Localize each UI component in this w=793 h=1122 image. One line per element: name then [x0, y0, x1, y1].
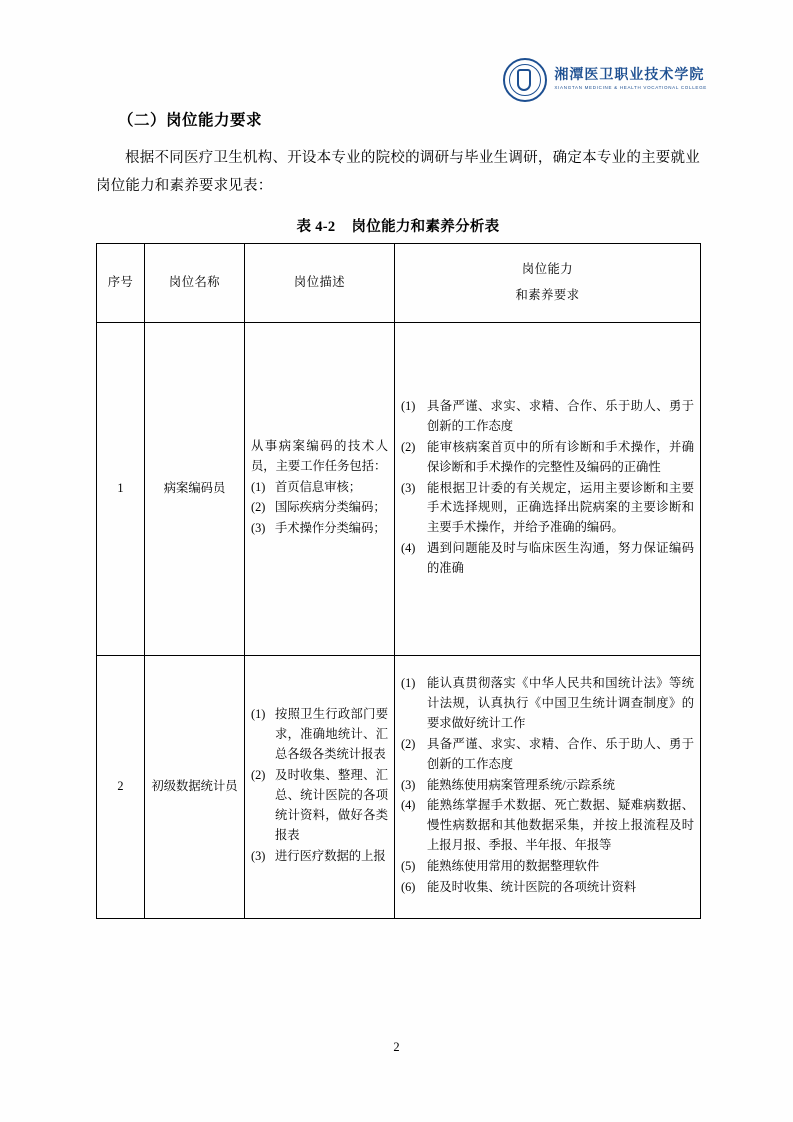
item-text: 能根据卫计委的有关规定，运用主要诊断和主要手术选择规则，正确选择出院病案的主要诊断和主要手术操作，并给予准确的编码。 — [427, 480, 694, 535]
item-marker: (3) — [251, 848, 266, 863]
item-text: 能及时收集、统计医院的各项统计资料 — [427, 880, 637, 895]
list-item — [401, 438, 694, 478]
header-ability-line2: 和素养要求 — [515, 287, 580, 302]
item-text: 能审核病案首页中的所有诊断和手术操作，并确保诊断和手术操作的完整性及编码的正确性 — [427, 439, 694, 474]
item-text: 手术操作分类编码； — [275, 521, 386, 536]
list-item — [401, 539, 694, 579]
item-text: 能熟练掌握手术数据、死亡数据、疑难病数据、慢性病数据和其他数据采集，并按上报流程及时上报月报、季报、半年报、年报等 — [427, 798, 694, 853]
document-content — [96, 108, 700, 919]
list-item — [401, 479, 694, 539]
list-item — [251, 498, 388, 518]
item-marker: (5) — [401, 859, 416, 874]
table-caption-title: 岗位能力和素养分析表 — [351, 218, 500, 235]
item-marker: (3) — [401, 777, 416, 792]
row-job-desc — [245, 655, 395, 918]
page-number: 2 — [393, 1040, 400, 1054]
item-marker: (6) — [401, 880, 416, 895]
row-job-ability — [395, 322, 701, 655]
header-no: 序号 — [97, 243, 145, 322]
row-no: 1 — [97, 322, 145, 655]
list-item — [251, 766, 388, 846]
section-heading: （二）岗位能力要求 — [118, 112, 263, 129]
item-marker: (1) — [401, 676, 416, 691]
item-text: 首页信息审核； — [275, 479, 362, 494]
item-marker: (1) — [251, 707, 266, 722]
item-marker: (4) — [401, 541, 416, 556]
desc-list — [251, 705, 388, 866]
list-item — [401, 857, 694, 877]
header-ability-line1: 岗位能力 — [521, 261, 574, 276]
item-text: 国际疾病分类编码； — [275, 500, 386, 515]
header-ability — [395, 243, 701, 322]
job-ability-table — [96, 243, 701, 919]
list-item — [401, 735, 694, 775]
item-marker: (4) — [401, 798, 416, 813]
item-marker: (2) — [251, 768, 266, 783]
table-header-row — [97, 243, 701, 322]
list-item — [251, 847, 388, 867]
header-name: 岗位名称 — [145, 243, 245, 322]
list-item — [401, 796, 694, 856]
list-item — [251, 519, 388, 539]
row-no: 2 — [97, 655, 145, 918]
college-logo — [503, 58, 707, 102]
item-text: 遇到问题能及时与临床医生沟通，努力保证编码的准确 — [427, 541, 694, 576]
ability-list — [401, 674, 694, 898]
item-marker: (2) — [401, 439, 416, 454]
table-row — [97, 655, 701, 918]
list-item — [401, 674, 694, 734]
row-job-desc — [245, 322, 395, 655]
college-name-en: XIANGTAN MEDICINE & HEALTH VOCATIONAL COLLEGE — [554, 84, 707, 90]
college-name-cn: 湘潭医卫职业技术学院 — [554, 68, 705, 84]
item-text: 能熟练使用病案管理系统/示踪系统 — [427, 777, 615, 792]
desc-intro: 从事病案编码的技术人员，主要工作任务包括： — [251, 438, 388, 473]
item-text: 能熟练使用常用的数据整理软件 — [427, 859, 600, 874]
row-job-name: 初级数据统计员 — [145, 655, 245, 918]
row-job-name: 病案编码员 — [145, 322, 245, 655]
item-marker: (1) — [251, 479, 266, 494]
item-text: 进行医疗数据的上报 — [275, 848, 386, 863]
item-text: 按照卫生行政部门要求，准确地统计、汇总各级各类统计报表 — [275, 707, 388, 762]
table-caption — [96, 215, 700, 236]
ability-list — [401, 397, 694, 579]
item-marker: (2) — [401, 736, 416, 751]
item-marker: (1) — [401, 398, 416, 413]
item-marker: (3) — [401, 480, 416, 495]
item-marker: (2) — [251, 500, 266, 515]
list-item — [251, 478, 388, 498]
intro-paragraph: 根据不同医疗卫生机构、开设本专业的院校的调研与毕业生调研，确定本专业的主要就业岗位能力和素养要求见表： — [96, 150, 700, 195]
table-caption-label: 表 4-2 — [296, 218, 336, 235]
desc-list — [251, 478, 388, 540]
list-item — [401, 776, 694, 796]
college-seal-icon — [503, 58, 547, 102]
list-item — [401, 397, 694, 437]
list-item — [401, 878, 694, 898]
item-text: 及时收集、整理、汇总、统计医院的各项统计资料，做好各类报表 — [275, 768, 388, 842]
header-desc: 岗位描述 — [245, 243, 395, 322]
row-job-ability — [395, 655, 701, 918]
item-text: 具备严谨、求实、求精、合作、乐于助人、勇于创新的工作态度 — [427, 736, 694, 771]
table-row — [97, 322, 701, 655]
item-text: 能认真贯彻落实《中华人民共和国统计法》等统计法规，认真执行《中国卫生统计调查制度》的要求做好统计工作 — [427, 676, 694, 730]
item-text: 具备严谨、求实、求精、合作、乐于助人、勇于创新的工作态度 — [427, 398, 694, 433]
list-item — [251, 705, 388, 765]
item-marker: (3) — [251, 521, 266, 536]
college-logo-text — [554, 69, 707, 90]
